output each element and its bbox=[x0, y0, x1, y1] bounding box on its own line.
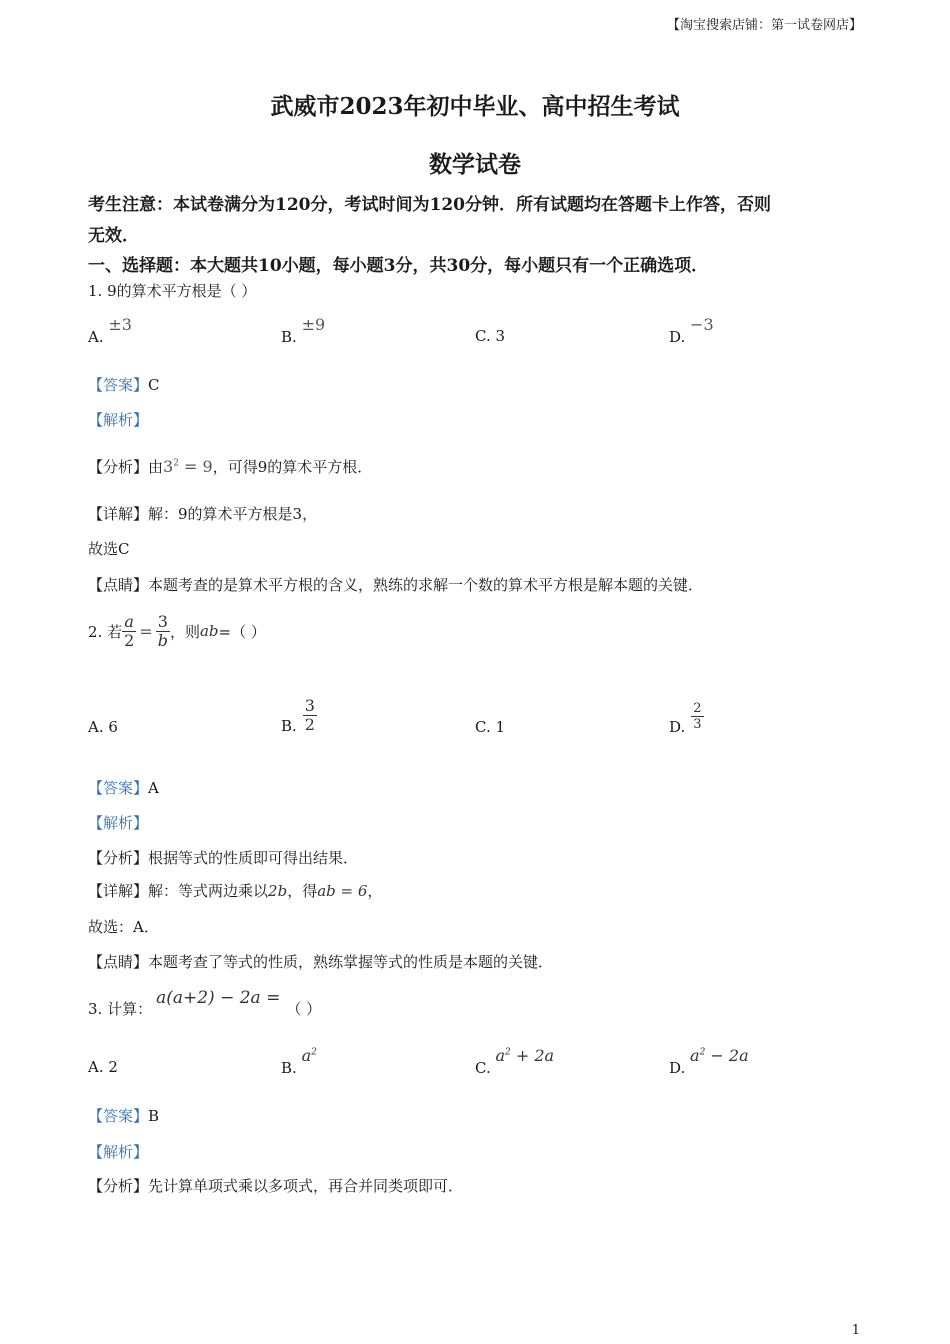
fenxi-base: 3 bbox=[163, 457, 174, 476]
q2-ab: ab bbox=[199, 622, 219, 640]
q2-answer bbox=[88, 777, 159, 798]
q1-option-c bbox=[475, 327, 505, 345]
option-math bbox=[690, 1046, 749, 1065]
detail-pre: 解：等式两边乘以 bbox=[148, 882, 269, 900]
q3-prefix: 3. 计算： bbox=[88, 1000, 153, 1018]
q2-mid: ，则 bbox=[169, 622, 200, 641]
notice-line-2: 无效． bbox=[88, 226, 139, 246]
q3-option-b bbox=[281, 1046, 317, 1077]
q3-answer bbox=[88, 1105, 159, 1126]
q3-option-c bbox=[475, 1046, 555, 1077]
option-letter: B. bbox=[281, 717, 297, 735]
fenxi-text: 根据等式的性质即可得出结果． bbox=[148, 849, 359, 867]
q3-option-d bbox=[669, 1046, 749, 1077]
q2-stem bbox=[88, 606, 266, 656]
detail-label: 【详解】 bbox=[88, 505, 149, 523]
math-exp: 2 bbox=[699, 1047, 706, 1058]
q3-tail: （ ） bbox=[286, 1000, 322, 1018]
frac-den: 2 bbox=[304, 714, 315, 734]
option-math bbox=[496, 1046, 555, 1065]
frac-den: 2 bbox=[124, 630, 135, 650]
detail-label: 【详解】 bbox=[88, 882, 149, 900]
option-letter: D. bbox=[669, 328, 686, 346]
option-letter: D. bbox=[669, 1059, 686, 1077]
fenxi-pre: 由 bbox=[148, 458, 164, 476]
detail-math-ab6: ab = 6 bbox=[317, 882, 368, 900]
q2-option-a bbox=[88, 718, 118, 736]
q1-option-d bbox=[669, 315, 714, 346]
frac-den: b bbox=[157, 630, 168, 650]
option-letter: C. 1 bbox=[475, 718, 506, 736]
q1-stem: 1. 9的算术平方根是（ ） bbox=[88, 282, 257, 300]
fenxi-post: ，可得9的算术平方根． bbox=[212, 458, 373, 476]
detail-text: 解：9的算术平方根是3， bbox=[148, 505, 318, 523]
q2-option-b bbox=[281, 690, 317, 740]
fenxi-exp: 2 bbox=[173, 458, 179, 469]
q2-analysis-label: 【解析】 bbox=[88, 814, 149, 832]
q2-prefix: 2. 若 bbox=[88, 622, 123, 641]
q1-choose: 故选C bbox=[88, 540, 130, 558]
answer-value: B bbox=[148, 1107, 160, 1125]
fenxi-label: 【分析】 bbox=[88, 1177, 149, 1195]
math-base: a bbox=[495, 1046, 506, 1065]
option-letter: B. bbox=[281, 328, 297, 346]
frac-num: 2 bbox=[693, 700, 702, 716]
frac-num: 3 bbox=[157, 611, 168, 631]
q2-choose: 故选：A． bbox=[88, 918, 159, 936]
q1-analysis-label: 【解析】 bbox=[88, 411, 149, 429]
fenxi-math bbox=[163, 457, 213, 476]
notice-line-1: 考生注意：本试卷满分为120分，考试时间为120分钟．所有试题均在答题卡上作答，否则 bbox=[88, 195, 771, 215]
page-subtitle: 数学试卷 bbox=[429, 151, 521, 178]
answer-label: 【答案】 bbox=[88, 779, 149, 797]
q2-option-c bbox=[475, 718, 505, 736]
frac-num: a bbox=[124, 611, 134, 631]
q3-stem bbox=[88, 988, 321, 1019]
fenxi-text: 先计算单项式乘以多项式，再合并同类项即可． bbox=[148, 1177, 464, 1195]
q2-fenxi bbox=[88, 847, 358, 868]
q3-option-a bbox=[88, 1058, 118, 1076]
q2-tail: =（ ） bbox=[218, 622, 266, 641]
fenxi-rest: = 9 bbox=[178, 457, 213, 476]
option-fraction bbox=[691, 701, 703, 732]
option-letter: A. bbox=[88, 328, 104, 346]
option-letter: D. bbox=[669, 718, 686, 736]
option-letter: C. bbox=[475, 1059, 491, 1077]
option-letter: C. 3 bbox=[475, 327, 506, 345]
q2-comment bbox=[88, 951, 553, 972]
detail-mid: ，得 bbox=[287, 882, 318, 900]
comment-label: 【点睛】 bbox=[88, 576, 149, 594]
comment-text: 本题考查了等式的性质，熟练掌握等式的性质是本题的关键． bbox=[148, 953, 554, 971]
option-letter: A. 2 bbox=[88, 1058, 118, 1076]
comment-text: 本题考查的是算术平方根的含义，熟练的求解一个数的算术平方根是解本题的关键． bbox=[148, 576, 704, 594]
q2-detail bbox=[88, 880, 382, 901]
option-math bbox=[302, 1046, 317, 1065]
math-rest: − 2a bbox=[705, 1046, 749, 1065]
q1-option-a bbox=[88, 315, 132, 346]
page-title: 武威市2023年初中毕业、高中招生考试 bbox=[270, 93, 680, 120]
math-base: a bbox=[301, 1046, 312, 1065]
q1-detail bbox=[88, 503, 317, 524]
q3-analysis-label: 【解析】 bbox=[88, 1143, 149, 1161]
equals-sign: = bbox=[139, 621, 153, 641]
detail-math-2b: 2b bbox=[268, 882, 288, 900]
answer-label: 【答案】 bbox=[88, 376, 149, 394]
math-exp: 2 bbox=[505, 1047, 511, 1058]
answer-label: 【答案】 bbox=[88, 1107, 149, 1125]
answer-value: A bbox=[148, 779, 159, 797]
header-note: 【淘宝搜索店铺：第一试卷网店】 bbox=[666, 18, 862, 33]
detail-post: ， bbox=[367, 882, 383, 900]
option-letter: B. bbox=[281, 1059, 297, 1077]
q1-comment bbox=[88, 574, 703, 595]
q2-fraction-a-over-2 bbox=[122, 613, 136, 650]
math-rest: + 2a bbox=[510, 1046, 555, 1065]
fenxi-label: 【分析】 bbox=[88, 849, 149, 867]
option-fraction bbox=[303, 697, 317, 734]
q3-expression: a(a+2) − 2a = bbox=[156, 988, 281, 1008]
option-math: −3 bbox=[690, 315, 714, 334]
option-math: ±3 bbox=[108, 315, 132, 334]
q1-option-b bbox=[281, 315, 326, 346]
option-letter: A. 6 bbox=[88, 718, 118, 736]
comment-label: 【点睛】 bbox=[88, 953, 149, 971]
fenxi-label: 【分析】 bbox=[88, 458, 149, 476]
frac-den: 3 bbox=[693, 716, 702, 732]
math-exp: 2 bbox=[311, 1047, 317, 1058]
q3-fenxi bbox=[88, 1175, 463, 1196]
frac-num: 3 bbox=[304, 695, 315, 715]
math-base: a bbox=[690, 1046, 700, 1065]
q2-option-d bbox=[669, 692, 704, 740]
page-number: 1 bbox=[851, 1323, 860, 1338]
q2-fraction-3-over-b bbox=[156, 613, 170, 650]
answer-value: C bbox=[148, 376, 160, 394]
option-math: ±9 bbox=[301, 315, 326, 334]
q1-fenxi bbox=[88, 456, 372, 477]
section-heading: 一、选择题：本大题共10小题，每小题3分，共30分，每小题只有一个正确选项． bbox=[88, 256, 709, 276]
q1-answer bbox=[88, 374, 160, 395]
